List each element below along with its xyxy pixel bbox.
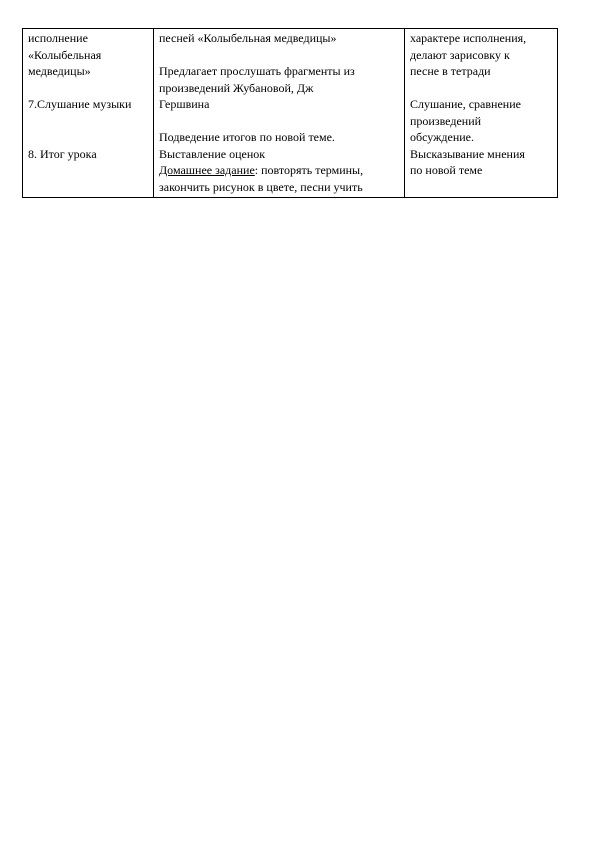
student-opinion-line: Высказывание мнения xyxy=(410,146,525,161)
stage-cell xyxy=(23,29,154,198)
student-listening-line: произведений xyxy=(410,113,482,128)
stage-summary: 8. Итог урока xyxy=(28,146,97,161)
student-listening-line: обсуждение. xyxy=(410,130,475,144)
teacher-summary-line: Выставление оценок xyxy=(159,146,266,161)
homework-label: Домашнее задание xyxy=(159,163,255,177)
student-listening-line: Слушание, сравнение xyxy=(410,97,521,111)
student-character-line: песне в тетради xyxy=(410,64,491,78)
homework-text: : повторять термины, xyxy=(254,163,364,177)
teacher-offer-line: Гершвина xyxy=(159,97,210,111)
stage-listening: 7.Слушание музыки xyxy=(28,97,132,111)
spacer xyxy=(159,113,399,130)
lesson-plan-table xyxy=(22,28,558,198)
student-character-line: делают зарисовку к xyxy=(410,47,510,62)
teacher-activity-cell xyxy=(154,29,405,198)
homework-line xyxy=(159,162,399,179)
teacher-offer-line: произведений Жубановой, Дж xyxy=(159,80,314,95)
spacer xyxy=(28,129,148,146)
homework-line-2: закончить рисунок в цвете, песни учить xyxy=(159,179,363,194)
spacer xyxy=(159,47,399,64)
spacer xyxy=(28,80,148,97)
table-row xyxy=(23,29,558,198)
stage-line: медведицы» xyxy=(28,64,91,78)
teacher-offer-line: Предлагает прослушать фрагменты из xyxy=(159,64,355,78)
spacer xyxy=(28,113,148,130)
spacer xyxy=(410,80,552,97)
student-character-line: характере исполнения, xyxy=(410,31,527,45)
teacher-summary-line: Подведение итогов по новой теме. xyxy=(159,130,335,144)
student-opinion-line: по новой теме xyxy=(410,163,483,177)
stage-line: «Колыбельная xyxy=(28,47,102,62)
stage-line: исполнение xyxy=(28,31,88,45)
teacher-song-line: песней «Колыбельная медведицы» xyxy=(159,31,337,45)
student-activity-cell xyxy=(405,29,558,198)
